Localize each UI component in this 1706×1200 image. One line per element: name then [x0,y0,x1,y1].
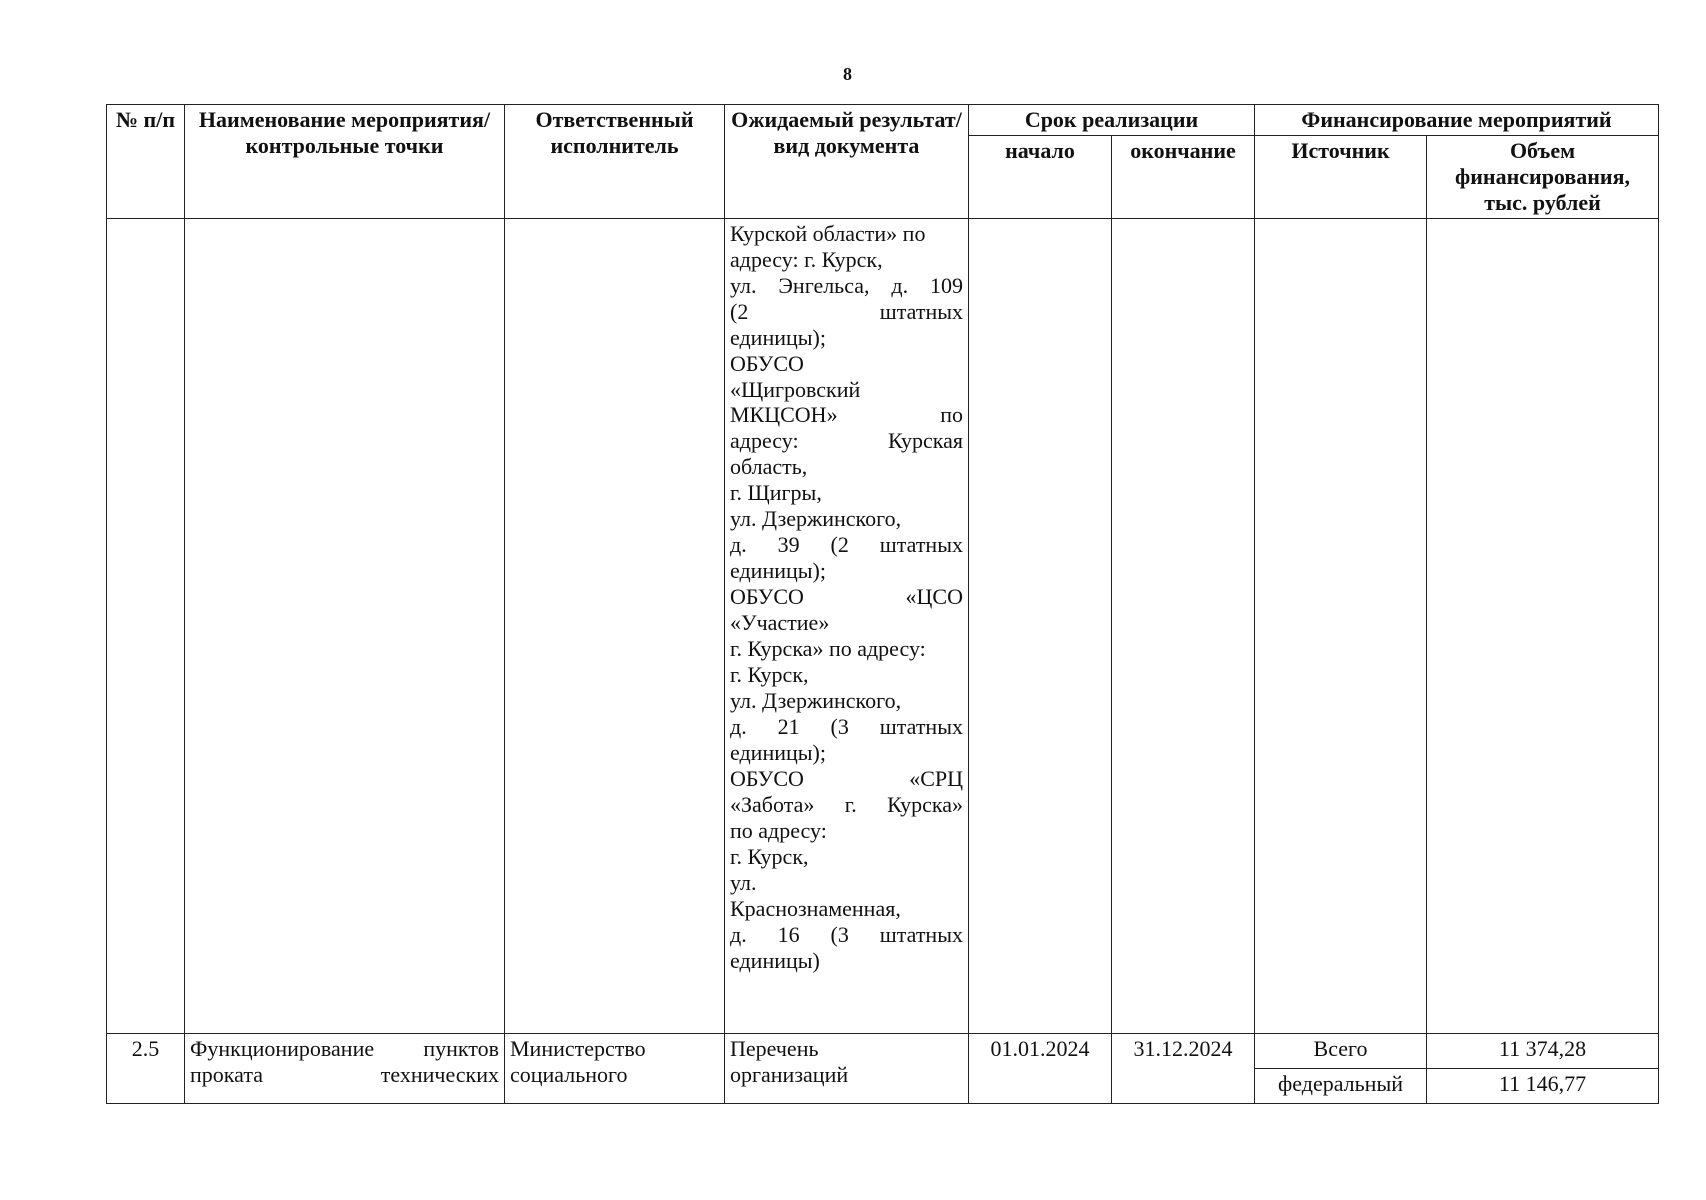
cell-row-num: 2.5 [107,1033,185,1103]
cell-result-continued [725,218,969,1033]
result-line: адресу: г. Курск, [730,246,883,272]
cell-volume-empty [1427,218,1659,1033]
cell-executor-empty [505,218,725,1033]
cell-start-empty [969,218,1112,1033]
cell-num-empty [107,218,185,1033]
result-line: ул. [730,869,757,895]
cell-amount-total: 11 374,28 [1427,1033,1659,1068]
cell-result [725,1033,969,1103]
header-num: № п/п [107,105,185,219]
cell-start-date: 01.01.2024 [969,1033,1112,1103]
executor-line: социального [510,1061,628,1087]
header-term-end: окончание [1112,135,1255,218]
result-line: «Щигровский [730,376,861,402]
result-line: адресу: Курская [730,428,963,454]
result-line: д. 21 (3 штатных [730,713,963,739]
cell-name-empty [185,218,505,1033]
result-line: г. Курск, [730,843,809,869]
result-line: ОБУСО [730,350,804,376]
result-line: единицы); [730,558,826,584]
result-line: г. Курска» по адресу: [730,636,926,662]
executor-line: Министерство [510,1035,646,1061]
cell-source-total: Всего [1255,1033,1427,1068]
header-term-start: начало [969,135,1112,218]
header-result: Ожидаемый результат/вид документа [725,105,969,219]
activity-name-line: Функционирование пунктов [190,1035,499,1061]
cell-end-date: 31.12.2024 [1112,1033,1255,1103]
table-row-continued [107,218,1659,1033]
cell-source-federal: федеральный [1255,1068,1427,1103]
result-line: «Забота» г. Курска» [730,791,963,817]
header-volume: Объем финансирования, тыс. рублей [1427,135,1659,218]
result-line: (2 штатных [730,298,963,324]
result-line: ул. Дзержинского, [730,506,902,532]
cell-source-empty [1255,218,1427,1033]
result-line: ул. Энгельса, д. 109 [730,272,963,298]
result-line: МКЦСОН» по [730,402,963,428]
header-source: Источник [1255,135,1427,218]
result-line: д. 16 (3 штатных [730,921,963,947]
header-name: Наименование мероприятия/контрольные точки [185,105,505,219]
header-executor: Ответственный исполнитель [505,105,725,219]
cell-amount-federal: 11 146,77 [1427,1068,1659,1103]
result-line: д. 39 (2 штатных [730,532,963,558]
page-number: 8 [843,64,852,84]
result-line: г. Щигры, [730,480,822,506]
cell-end-empty [1112,218,1255,1033]
result-line: Краснознаменная, [730,895,901,921]
activity-plan-table [106,104,1659,1104]
result-line: ОБУСО «ЦСО [730,584,963,610]
result-line: Перечень [730,1035,819,1061]
result-line: по адресу: [730,817,827,843]
cell-activity-name [185,1033,505,1103]
result-line: область, [730,454,808,480]
result-line: единицы) [730,947,820,973]
result-line: единицы); [730,739,826,765]
header-financing: Финансирование мероприятий [1255,105,1659,136]
cell-executor [505,1033,725,1103]
result-line: г. Курск, [730,662,809,688]
result-line: «Участие» [730,610,830,636]
result-line: единицы); [730,324,826,350]
header-term: Срок реализации [969,105,1255,136]
result-line: ОБУСО «СРЦ [730,765,963,791]
result-line: ул. Дзержинского, [730,687,902,713]
activity-name-line: проката технических [190,1061,499,1087]
result-line: организаций [730,1061,849,1087]
result-line: Курской области» по [730,220,926,246]
table-row-2-5 [107,1033,1659,1068]
